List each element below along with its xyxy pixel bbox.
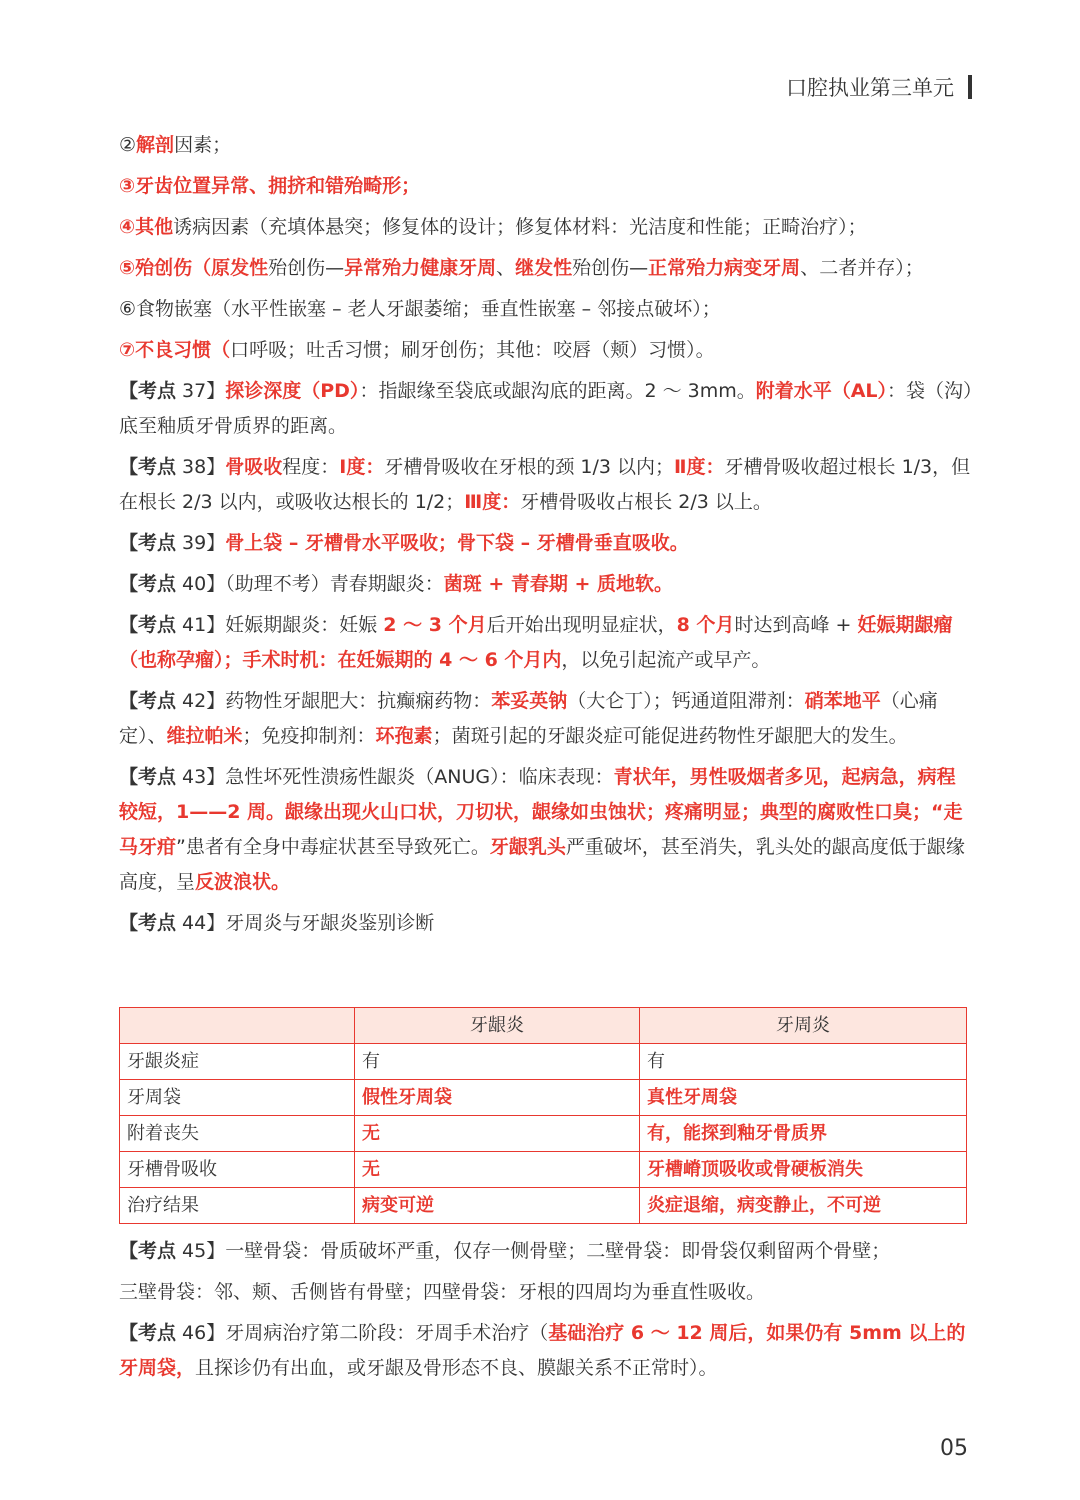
running-header-title: 口腔执业第三单元 — [786, 76, 954, 100]
table-cell: 治疗结果 — [120, 1188, 355, 1224]
table-row — [120, 1044, 967, 1080]
table-cell: 牙槽嵴顶吸收或骨硬板消失 — [640, 1152, 967, 1188]
line-other-factors — [119, 210, 974, 245]
highlight: ④其他 — [119, 216, 174, 238]
highlight: 正常殆力病变牙周 — [648, 257, 801, 279]
table-cell: 牙龈炎症 — [120, 1044, 355, 1080]
point-label: 【考点 — [119, 690, 177, 712]
table-cell: 假性牙周袋 — [355, 1080, 640, 1116]
highlight: 8 个月 — [676, 614, 735, 636]
highlight: 妊娠期龈瘤（也称孕瘤）；手术时机：在妊娠期的 4 ～ 6 个月内 — [119, 614, 953, 671]
table-row — [120, 1188, 967, 1224]
point-number: 44】 — [176, 912, 226, 934]
text: ② — [119, 134, 137, 156]
highlight: Ⅰ度： — [339, 456, 385, 478]
text: 三壁骨袋：邻、颊、舌侧皆有骨壁；四壁骨袋：牙根的四周均为垂直性吸收。 — [119, 1281, 766, 1303]
text: 牙周病治疗第二阶段：牙周手术治疗（ — [225, 1322, 549, 1344]
highlight: 骨上袋 – 牙槽骨水平吸收；骨下袋 – 牙槽骨垂直吸收。 — [225, 532, 689, 554]
page-number: 05 — [940, 1436, 968, 1461]
table-cell: 病变可逆 — [355, 1188, 640, 1224]
point-number: 41】 — [176, 614, 226, 636]
text: 牙周炎与牙龈炎鉴别诊断 — [225, 912, 435, 934]
text: 后开始出现明显症状， — [486, 614, 677, 636]
text: 殆创伤— — [268, 257, 345, 279]
table-row — [120, 1152, 967, 1188]
point-45 — [119, 1234, 974, 1269]
text: （助理不考）青春期龈炎： — [225, 573, 444, 595]
point-42 — [119, 684, 974, 754]
highlight: 异常殆力健康牙周 — [344, 257, 497, 279]
line-occlusal-trauma — [119, 251, 974, 286]
table-cell: 牙槽骨吸收 — [120, 1152, 355, 1188]
point-40 — [119, 567, 974, 602]
highlight: ⑦不良习惯（ — [119, 339, 231, 361]
highlight: 维拉帕米 — [166, 725, 243, 747]
table-cell: 牙周袋 — [120, 1080, 355, 1116]
highlight: Ⅱ度： — [674, 456, 725, 478]
highlight: 青状年，男性吸烟者多见，起病急，病程较短，1——2 周。龈缘出现火山口状，刀切状，龈缘如虫蚀状；疼痛明显；典型的腐败性口臭；“ — [119, 766, 956, 823]
table-row — [120, 1080, 967, 1116]
table-cell: 有，能探到釉牙骨质界 — [640, 1116, 967, 1152]
point-label: 【考点 — [119, 532, 177, 554]
text: 急性坏死性溃疡性龈炎（ANUG）：临床表现： — [225, 766, 614, 788]
point-number: 43】 — [176, 766, 226, 788]
table-header-cell: 牙龈炎 — [355, 1008, 640, 1044]
table-cell: 有 — [640, 1044, 967, 1080]
table-row — [120, 1116, 967, 1152]
text: 诱病因素（充填体悬突；修复体的设计；修复体材料：光洁度和性能；正畸治疗）； — [173, 216, 867, 238]
text: 牙槽骨吸收超过根长 1/3，但在根长 2/3 以内，或吸收达根长的 1/2； — [119, 456, 971, 513]
table-cell: 真性牙周袋 — [640, 1080, 967, 1116]
table-cell: 无 — [355, 1152, 640, 1188]
point-label: 【考点 — [119, 912, 177, 934]
text: 妊娠期龈炎：妊娠 — [225, 614, 384, 636]
point-label: 【考点 — [119, 573, 177, 595]
text: （心痛定）、 — [119, 690, 938, 747]
point-38 — [119, 450, 974, 520]
table-cell: 无 — [355, 1116, 640, 1152]
text: （大仑丁）；钙通道阻滞剂： — [567, 690, 805, 712]
highlight: ⑤殆创伤（原发性 — [119, 257, 269, 279]
text: 时达到高峰 + — [734, 614, 858, 636]
text: ：袋（沟）底至釉质牙骨质界的距离。 — [119, 380, 973, 437]
line-food-impaction — [119, 292, 974, 327]
highlight: 环孢素 — [375, 725, 433, 747]
header-bar-icon — [968, 75, 972, 99]
text: 因素； — [174, 134, 232, 156]
text: ；菌斑引起的牙龈炎症可能促进药物性牙龈肥大的发生。 — [432, 725, 908, 747]
text: ；免疫抑制剂： — [242, 725, 376, 747]
text: ”患者有全身中毒症状甚至导致死亡。 — [176, 836, 490, 858]
point-number: 42】 — [176, 690, 226, 712]
highlight: 解剖 — [136, 134, 175, 156]
line-anatomy — [119, 128, 974, 163]
point-46 — [119, 1316, 974, 1386]
highlight: 基础治疗 6 ～ 12 周后，如果仍有 5mm 以上的牙周袋， — [119, 1322, 966, 1379]
point-39 — [119, 526, 974, 561]
table-cell: 炎症退缩，病变静止，不可逆 — [640, 1188, 967, 1224]
highlight: 反波浪状。 — [195, 871, 291, 893]
point-number: 46】 — [176, 1322, 226, 1344]
point-number: 40】 — [176, 573, 226, 595]
running-header — [786, 72, 972, 102]
text: 牙槽骨吸收在牙根的颈 1/3 以内； — [384, 456, 675, 478]
highlight: 2 ～ 3 个月 — [383, 614, 487, 636]
line-bad-habits — [119, 333, 974, 368]
text: ：指龈缘至袋底或龈沟底的距离。2 ～ 3mm。 — [359, 380, 756, 402]
highlight: 走马牙疳 — [119, 801, 963, 858]
point-41 — [119, 608, 974, 678]
highlight: 苯妥英钠 — [491, 690, 568, 712]
point-label: 【考点 — [119, 614, 177, 636]
text: 、二者并存）； — [800, 257, 924, 279]
table-header-cell — [120, 1008, 355, 1044]
text: ，以免引起流产或早产。 — [561, 649, 771, 671]
point-label: 【考点 — [119, 456, 177, 478]
point-45-continued — [119, 1275, 974, 1310]
highlight: 附着水平（AL） — [755, 380, 888, 402]
highlight: 牙龈乳头 — [489, 836, 566, 858]
point-label: 【考点 — [119, 1322, 177, 1344]
highlight: 骨吸收 — [225, 456, 283, 478]
point-37 — [119, 374, 974, 444]
highlight: 探诊深度（PD） — [225, 380, 360, 402]
table-header-cell: 牙周炎 — [640, 1008, 967, 1044]
text: 严重破坏，甚至消失，乳头处的龈高度低于龈缘高度，呈 — [119, 836, 965, 893]
text: 且探诊仍有出血，或牙龈及骨形态不良、膜龈关系不正常时）。 — [195, 1357, 718, 1379]
page-content — [119, 128, 974, 1386]
text: 口呼吸；吐舌习惯；刷牙创伤；其他：咬唇（颊）习惯）。 — [230, 339, 715, 361]
highlight: 继发性 — [515, 257, 573, 279]
text: 药物性牙龈肥大：抗癫痫药物： — [225, 690, 492, 712]
highlight: Ⅲ度： — [464, 491, 521, 513]
point-label: 【考点 — [119, 1240, 177, 1262]
text: 一壁骨袋：骨质破坏严重，仅存一侧骨壁；二壁骨袋：即骨袋仅剩留两个骨壁； — [225, 1240, 891, 1262]
point-43 — [119, 760, 974, 900]
point-label: 【考点 — [119, 766, 177, 788]
text: 程度： — [282, 456, 340, 478]
text: ⑥食物嵌塞（水平性嵌塞 – 老人牙龈萎缩；垂直性嵌塞 – 邻接点破坏）； — [119, 298, 721, 320]
point-number: 38】 — [176, 456, 226, 478]
point-number: 37】 — [176, 380, 226, 402]
table-header-row — [120, 1008, 967, 1044]
highlight: ③牙齿位置异常、拥挤和错殆畸形； — [119, 175, 421, 197]
text: 殆创伤— — [572, 257, 649, 279]
highlight: 菌斑 + 青春期 + 质地软。 — [443, 573, 674, 595]
text: 、 — [496, 257, 516, 279]
comparison-table-wrapper — [119, 1007, 974, 1224]
table-cell: 有 — [355, 1044, 640, 1080]
point-label: 【考点 — [119, 380, 177, 402]
table-cell: 附着丧失 — [120, 1116, 355, 1152]
highlight: 硝苯地平 — [804, 690, 881, 712]
line-tooth-position — [119, 169, 974, 204]
point-number: 39】 — [176, 532, 226, 554]
text: 牙槽骨吸收占根长 2/3 以上。 — [520, 491, 772, 513]
point-44 — [119, 906, 974, 941]
comparison-table — [119, 1007, 967, 1224]
point-number: 45】 — [176, 1240, 226, 1262]
